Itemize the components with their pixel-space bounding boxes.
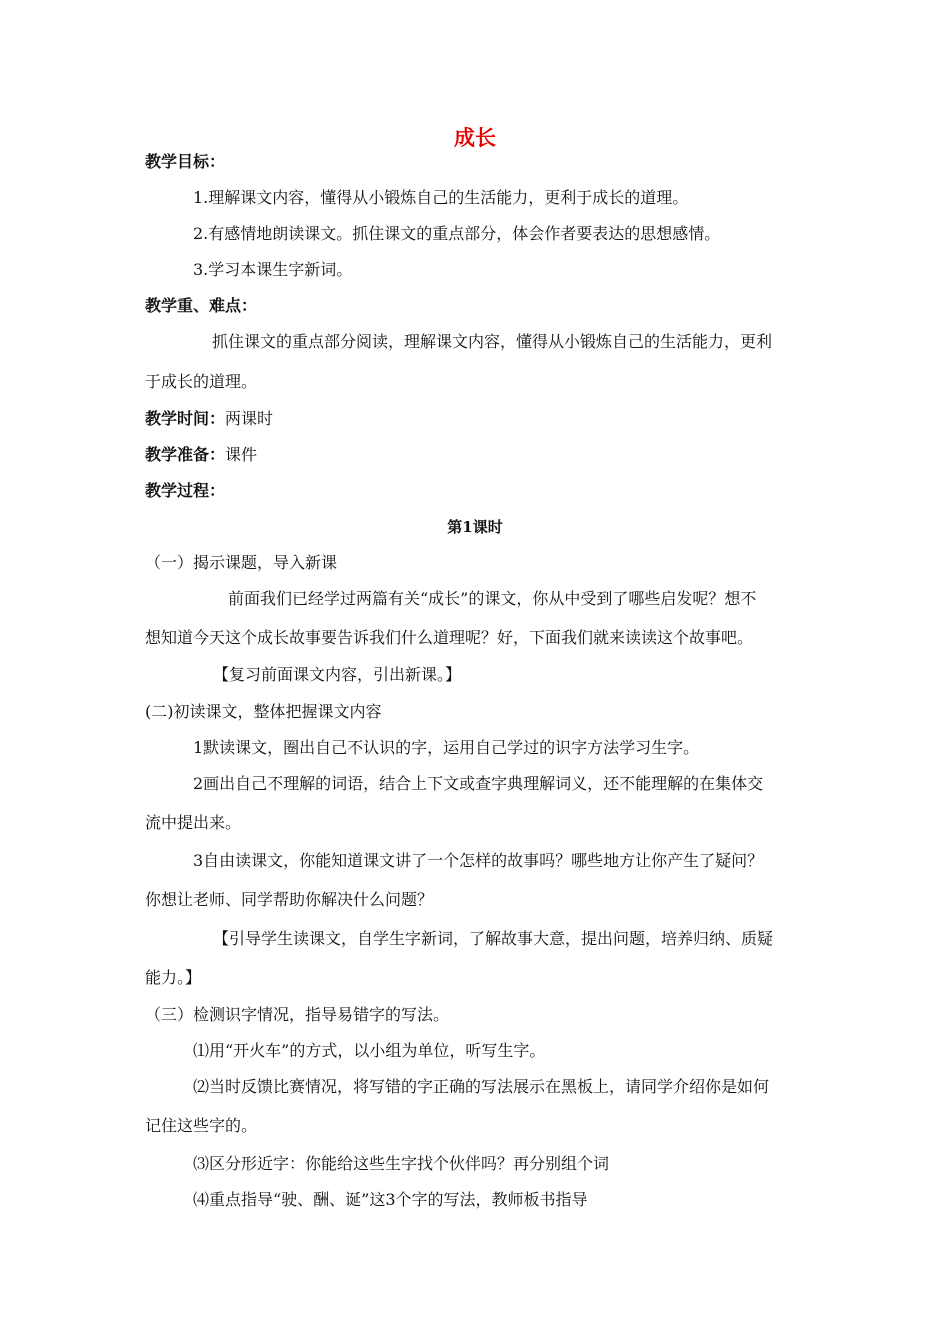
teaching-prep-label: 教学准备：: [145, 445, 226, 464]
goals-heading: 教学目标：: [145, 152, 226, 171]
section-1-note: 【复习前面课文内容，引出新课。】: [213, 665, 462, 684]
teaching-prep-value: 课件: [225, 445, 258, 464]
key-points-heading: 教学重、难点：: [145, 296, 258, 315]
goal-2: 2.有感情地朗读课文。抓住课文的重点部分，体会作者要表达的思想感情。: [193, 224, 721, 243]
section-1-heading: （一）揭示课题，导入新课: [145, 553, 338, 572]
lesson-1-heading: 第1课时: [447, 518, 503, 536]
section-3-item-4: ⑷重点指导“驶、酬、诞”这3个字的写法，教师板书指导: [193, 1190, 588, 1209]
section-2-note-line-2: 能力。】: [145, 968, 202, 987]
process-heading: 教学过程：: [145, 481, 226, 500]
section-3-item-2-line-1: ⑵当时反馈比赛情况，将写错的字正确的写法展示在黑板上，请同学介绍你是如何: [193, 1077, 770, 1096]
section-3-item-1: ⑴用“开火车”的方式，以小组为单位，听写生字。: [193, 1041, 546, 1060]
section-1-para-line-1: 前面我们已经学过两篇有关“成长”的课文，你从中受到了哪些启发呢？想不: [228, 589, 757, 608]
section-2-item-1: 1默读课文，圈出自己不认识的字，运用自己学过的识字方法学习生字。: [193, 738, 700, 757]
section-2-item-2-line-1: 2画出自己不理解的词语，结合上下文或查字典理解词义，还不能理解的在集体交: [193, 774, 764, 793]
section-3-item-3: ⑶区分形近字：你能给这些生字找个伙伴吗？再分别组个词: [193, 1154, 610, 1173]
teaching-time: [145, 409, 273, 429]
section-3-item-2-line-2: 记住这些字的。: [145, 1116, 258, 1135]
key-points-line-1: 抓住课文的重点部分阅读，理解课文内容，懂得从小锻炼自己的生活能力，更利: [212, 332, 773, 351]
teaching-time-value: 两课时: [225, 409, 274, 428]
teaching-prep: [145, 445, 257, 465]
section-2-item-3-line-2: 你想让老师、同学帮助你解决什么问题？: [145, 890, 434, 909]
section-1-para-line-2: 想知道今天这个成长故事要告诉我们什么道理呢？好，下面我们就来读读这个故事吧。: [145, 628, 754, 647]
section-2-note-line-1: 【引导学生读课文，自学生字新词，了解故事大意，提出问题，培养归纳、质疑: [213, 929, 774, 948]
section-2-item-3-line-1: 3自由读课文，你能知道课文讲了一个怎样的故事吗？哪些地方让你产生了疑问？: [193, 851, 764, 870]
goal-3: 3.学习本课生字新词。: [193, 260, 353, 279]
section-2-item-2-line-2: 流中提出来。: [145, 813, 242, 832]
section-2-heading: (二)初读课文，整体把握课文内容: [145, 702, 382, 721]
teaching-time-label: 教学时间：: [145, 409, 226, 428]
key-points-line-2: 于成长的道理。: [145, 372, 258, 391]
goal-1: 1.理解课文内容，懂得从小锻炼自己的生活能力，更利于成长的道理。: [193, 188, 689, 207]
section-3-heading: （三）检测识字情况，指导易错字的写法。: [145, 1005, 450, 1024]
document-title: 成长: [454, 125, 496, 150]
